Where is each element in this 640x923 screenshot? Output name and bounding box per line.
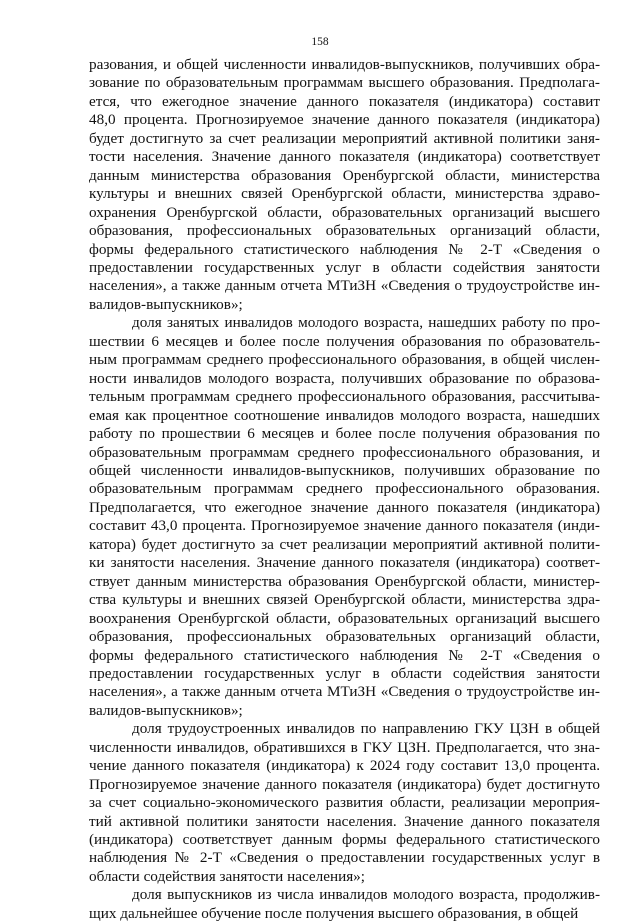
text-line: будет достигнуто за счет реализации мероприятий активной политики заня- [89,129,600,147]
text-line: формы федерального статистического наблюдения № 2-Т «Сведения о [89,240,600,258]
text-line: ным программам среднего профессионального образования, в общей числен- [89,351,600,369]
page-number: 158 [311,36,329,48]
text-line: 48,0 процента. Прогнозируемое значение данного показателя (индикатора) [89,111,600,129]
text-line: ется, что ежегодное значение данного показателя (индикатора) составит [89,92,600,110]
text-line: Прогнозируемое значение данного показателя (индикатора) будет достигнуто [89,775,600,793]
text-line: доля занятых инвалидов молодого возраста, нашедших работу по про- [132,314,600,332]
text-line: населения», а также данным отчета МТиЗН «Сведения о трудоустройстве ин- [89,277,600,295]
text-line: ки занятости населения. Значение данного показателя (индикатора) соответ- [89,554,600,572]
text-line: катора) будет достигнуто за счет реализации мероприятий активной полити- [89,535,600,553]
text-line: тельным программам среднего профессионального образования, рассчитыва- [89,388,600,406]
text-line: данным министерства образования Оренбургской области, министерства [89,166,600,184]
text-line: доля выпускников из числа инвалидов молодого возраста, продолжив- [132,886,600,904]
text-line: тости населения. Значение данного показателя (индикатора) соответствует [89,148,600,166]
text-line: области содействия занятости населения»; [89,867,365,885]
text-line: тий активной политики занятости населения. Значение данного показателя [89,812,600,830]
text-line: образовательным программам среднего профессионального образования. [89,480,600,498]
text-line: охранения Оренбургской области, образовательных организаций высшего [89,203,600,221]
text-line: работу по прошествии 6 месяцев и более после получения образования по [89,425,600,443]
text-line: составит 43,0 процента. Прогнозируемое значение данного показателя (инди- [89,517,600,535]
text-line: воохранения Оренбургской области, образовательных организаций высшего [89,609,600,627]
text-line: культуры и внешних связей Оренбургской области, министерства здраво- [89,185,600,203]
text-line: образования, профессиональных образовательных организаций области, [89,222,600,240]
text-line: предоставлении государственных услуг в области содействия занятости [89,258,600,276]
text-line: валидов-выпускников»; [89,701,243,719]
text-line: общей численности инвалидов-выпускников, получивших образование по [89,461,600,479]
paragraph [89,56,600,314]
body-text [89,56,600,923]
text-line: доля трудоустроенных инвалидов по направлению ГКУ ЦЗН в общей [132,720,600,738]
paragraph [89,720,600,886]
text-line: Предполагается, что ежегодное значение данного показателя (индикатора) [89,498,600,516]
text-line: щих дальнейшее обучение после получения высшего образования, в общей [89,904,579,922]
text-line: образовательным программам среднего профессионального образования, и [89,443,600,461]
text-line: (индикатора) соответствует данным формы федерального статистического [89,831,600,849]
text-line: шествии 6 месяцев и более после получения образования по образователь- [89,332,600,350]
text-line: емая как процентное соотношение инвалидов молодого возраста, нашедших [89,406,600,424]
text-line: наблюдения № 2-Т «Сведения о предоставлении государственных услуг в [89,849,600,867]
text-line: населения», а также данным отчета МТиЗН «Сведения о трудоустройстве ин- [89,683,600,701]
text-line: формы федерального статистического наблюдения № 2-Т «Сведения о [89,646,600,664]
text-line: ности инвалидов молодого возраста, получивших образование по образова- [89,369,600,387]
text-line: предоставлении государственных услуг в области содействия занятости [89,664,600,682]
text-line: чение данного показателя (индикатора) к 2024 году составит 13,0 процента. [89,757,600,775]
text-line: ствует данным министерства образования Оренбургской области, министер- [89,572,600,590]
text-line: за счет социально-экономического развития области, реализации мероприя- [89,794,600,812]
text-line: образования, профессиональных образовательных организаций области, [89,628,600,646]
text-line: ства культуры и внешних связей Оренбургской области, министерства здра- [89,591,600,609]
text-line: валидов-выпускников»; [89,295,243,313]
text-line: разования, и общей численности инвалидов-выпускников, получивших обра- [89,56,600,73]
text-line: зование по образовательным программам высшего образования. Предполага- [89,74,600,92]
paragraph [89,314,600,720]
text-line: численности инвалидов, обратившихся в ГКУ ЦЗН. Предполагается, что зна- [89,738,600,756]
